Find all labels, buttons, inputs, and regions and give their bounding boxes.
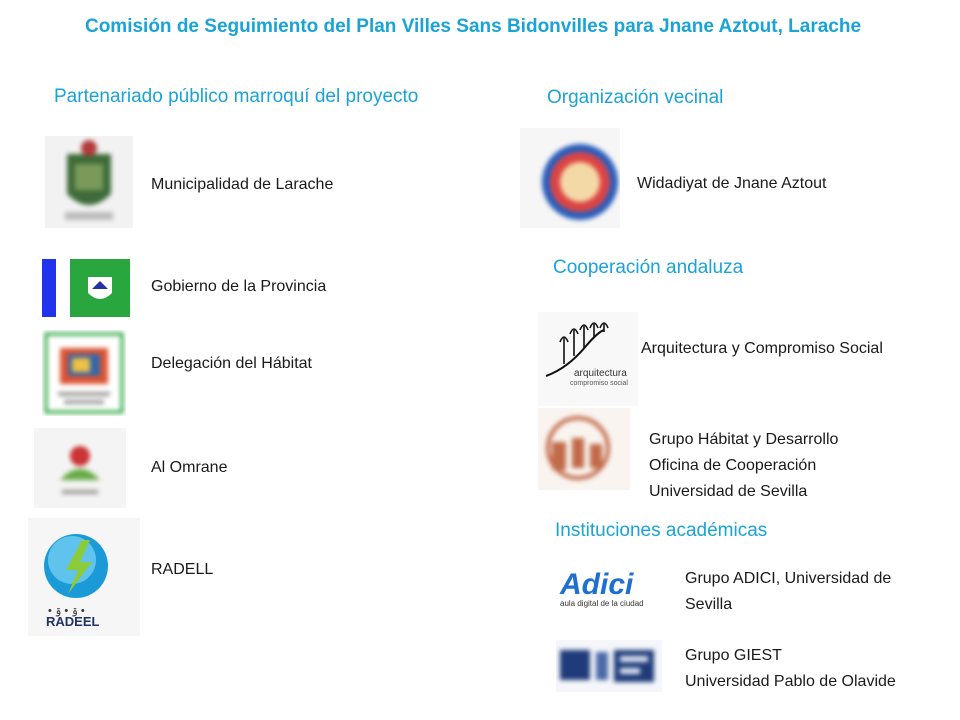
habitat-delegation-logo <box>42 330 126 416</box>
partner-label-municipalidad: Municipalidad de Larache <box>151 176 334 193</box>
andaluza-label-us-line-1: Grupo Hábitat y Desarrollo <box>649 431 839 448</box>
partner-label-radell: RADELL <box>151 561 214 578</box>
vecinal-label-widadiyat: Widadiyat de Jnane Aztout <box>637 175 827 192</box>
andaluza-heading: Cooperación andaluza <box>553 257 744 278</box>
partners-heading: Partenariado público marroquí del proyecto <box>54 86 419 107</box>
arquitectura-logo-subtext: compromiso social <box>570 380 628 387</box>
academicas-label-upo-line-1: Grupo GIEST <box>685 647 782 664</box>
radeel-logo <box>28 518 140 636</box>
radeel-logo-text: RADEEL <box>46 614 100 629</box>
andaluza-label-arquitectura: Arquitectura y Compromiso Social <box>641 340 883 357</box>
page-title: Comisión de Seguimiento del Plan Villes Sans Bidonvilles para Jnane Aztout, Larache <box>84 16 862 37</box>
andaluza-label-us-line-3: Universidad de Sevilla <box>649 483 808 500</box>
academicas-label-adici-line-1: Grupo ADICI, Universidad de <box>685 570 892 587</box>
upo-logo <box>556 640 662 692</box>
us-logo <box>538 408 630 490</box>
partner-label-habitat: Delegación del Hábitat <box>151 355 312 372</box>
academicas-heading: Instituciones académicas <box>555 520 768 541</box>
partner-label-al-omrane: Al Omrane <box>151 459 228 476</box>
vecinal-heading: Organización vecinal <box>547 87 724 108</box>
academicas-label-upo-line-2: Universidad Pablo de Olavide <box>685 673 896 690</box>
adici-logo <box>556 560 656 614</box>
coat-of-arms-logo <box>45 136 133 228</box>
arquitectura-logo-text: arquitectura <box>574 368 627 379</box>
andaluza-label-us-line-2: Oficina de Cooperación <box>649 457 817 474</box>
partner-label-gobierno: Gobierno de la Provincia <box>151 278 327 295</box>
svg-text:• ۊ • ۊ •: • ۊ • ۊ • <box>48 605 85 617</box>
academicas-label-adici-line-2: Sevilla <box>685 596 733 613</box>
adici-logo-text: Adici <box>560 568 634 601</box>
province-flag-logo <box>42 259 130 317</box>
widadiyat-seal-logo <box>520 128 620 228</box>
al-omrane-logo <box>34 428 126 508</box>
arquitectura-logo <box>538 312 638 406</box>
adici-logo-subtext: aula digital de la ciudad <box>560 599 644 608</box>
